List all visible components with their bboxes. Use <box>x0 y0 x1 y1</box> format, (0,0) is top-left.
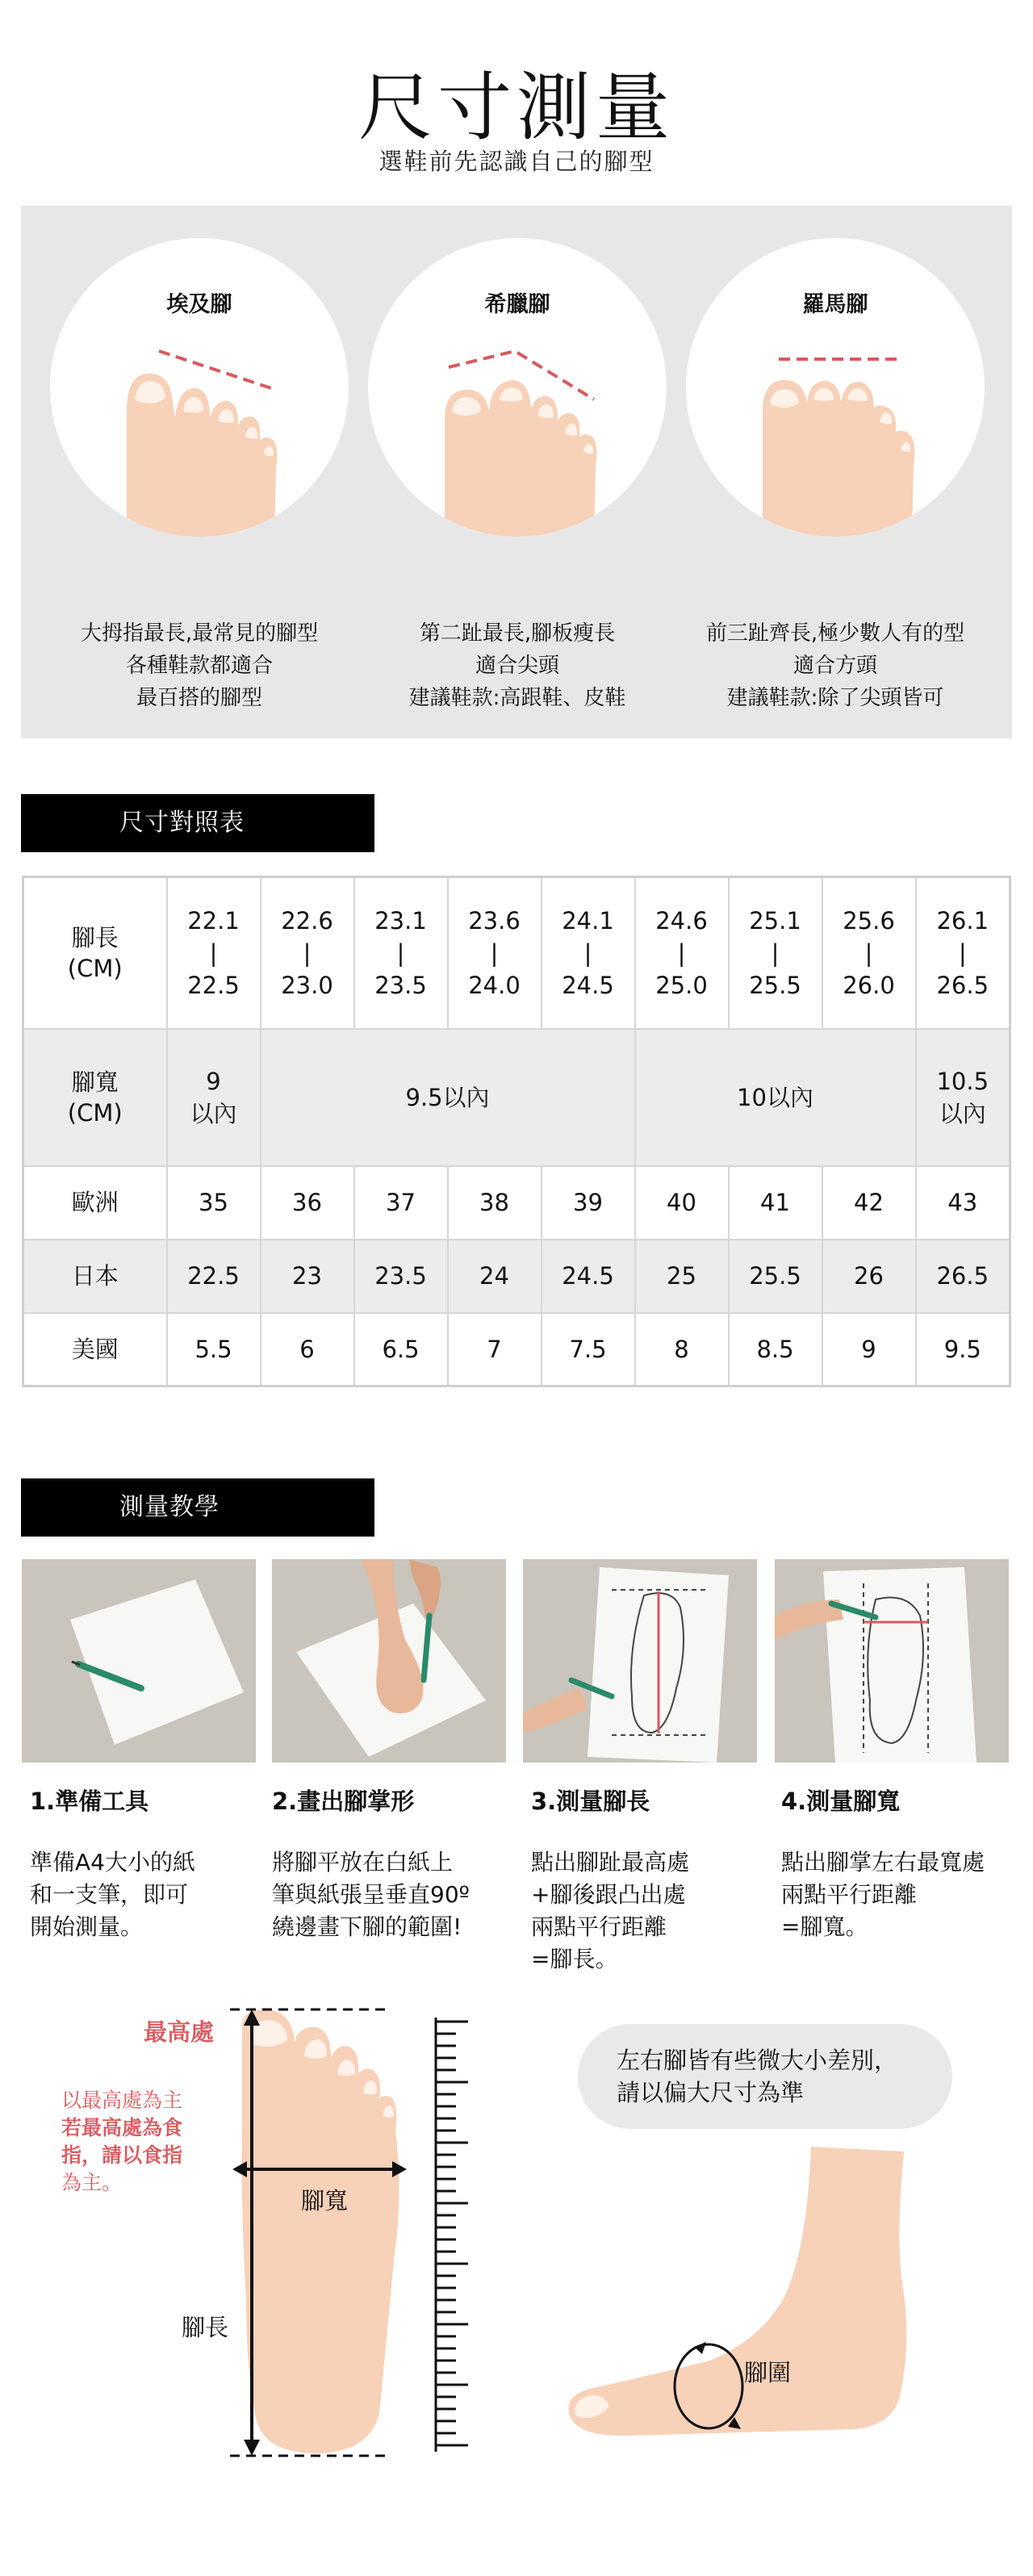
measure-length-icon <box>523 1559 757 1763</box>
length-cell: 25.6 | 26.0 <box>822 877 916 1029</box>
size-table <box>22 876 1011 1387</box>
table-cell: 25.5 <box>729 1240 822 1313</box>
table-cell: 24.5 <box>542 1240 635 1313</box>
foot-illustration-circle <box>686 238 985 537</box>
step-photo-length <box>523 1559 757 1763</box>
length-cell: 22.1 | 22.5 <box>167 877 261 1029</box>
length-cell: 26.1 | 26.5 <box>916 877 1010 1029</box>
table-cell: 37 <box>354 1166 448 1240</box>
row-header-line: (CM) <box>67 1098 123 1127</box>
step-title: 2.畫出腳掌形 <box>272 1788 415 1815</box>
foot-types-panel <box>21 206 1012 738</box>
table-cell: 35 <box>167 1166 261 1240</box>
row-header-line: 腳寬 <box>71 1068 119 1096</box>
table-row-length <box>23 877 1010 1029</box>
table-cell: 6 <box>261 1313 354 1386</box>
desc-line: 各種鞋款都適合 <box>125 654 273 678</box>
ruler-icon <box>436 2022 468 2445</box>
desc-line: 前三趾齊長,極少數人有的型 <box>705 621 965 646</box>
table-cell: 40 <box>635 1166 729 1240</box>
foot-width-label: 腳寬 <box>301 2187 349 2214</box>
table-cell: 9.5 <box>916 1313 1010 1386</box>
table-cell: 9 <box>822 1313 916 1386</box>
desc-line: 適合尖頭 <box>475 654 559 678</box>
foot-sole-shape <box>242 2009 399 2453</box>
foot-type-description <box>34 617 365 714</box>
row-header: 美國 <box>23 1313 167 1386</box>
desc-line: 大拇指最長,最常見的腳型 <box>80 621 319 646</box>
foot-type-name: 希臘腳 <box>484 292 550 317</box>
egyptian-foot-icon <box>50 238 349 537</box>
table-cell: 38 <box>448 1166 542 1240</box>
foot-type-description <box>352 617 683 714</box>
table-row-width <box>23 1029 1010 1166</box>
table-cell: 23 <box>261 1240 354 1313</box>
table-cell: 6.5 <box>354 1313 448 1386</box>
step-photo-prepare <box>22 1559 256 1763</box>
step-title: 1.準備工具 <box>30 1788 149 1815</box>
size-tip-bubble: 左右腳皆有些微大小差別， 請以偏大尺寸為準 <box>578 2024 952 2129</box>
step-description: 點出腳趾最高處 +腳後跟凸出處 兩點平行距離 =腳長。 <box>531 1849 690 1972</box>
row-header-line: 腳長 <box>71 923 119 951</box>
row-header <box>23 877 167 1029</box>
foot-type-name: 羅馬腳 <box>802 292 868 317</box>
width-cell: 9.5以內 <box>261 1029 635 1166</box>
length-cell: 24.1 | 24.5 <box>542 877 635 1029</box>
table-cell: 39 <box>542 1166 635 1240</box>
step-title: 4.測量腳寬 <box>781 1788 901 1815</box>
highest-point-label: 最高處 <box>144 2018 215 2046</box>
table-row-jp <box>23 1240 1010 1313</box>
length-cell: 22.6 | 23.0 <box>261 877 354 1029</box>
foot-type-name: 埃及腳 <box>166 292 232 317</box>
table-cell: 7 <box>448 1313 542 1386</box>
tutorial-header: 測量教學 <box>21 1478 374 1537</box>
step-photo-trace <box>272 1559 506 1763</box>
table-cell: 43 <box>916 1166 1010 1240</box>
width-cell: 9 以內 <box>167 1029 261 1166</box>
table-cell: 22.5 <box>167 1240 261 1313</box>
table-cell: 25 <box>635 1240 729 1313</box>
table-cell: 26.5 <box>916 1240 1010 1313</box>
width-cell: 10.5 以內 <box>916 1029 1010 1166</box>
greek-foot-icon <box>368 238 667 537</box>
table-cell: 23.5 <box>354 1240 448 1313</box>
side-foot-shape <box>568 2147 906 2436</box>
table-cell: 36 <box>261 1166 354 1240</box>
table-cell: 5.5 <box>167 1313 261 1386</box>
row-header: 日本 <box>23 1240 167 1313</box>
foot-trace-icon <box>272 1559 506 1763</box>
table-cell: 42 <box>822 1166 916 1240</box>
step-description: 將腳平放在白紙上 筆與紙張呈垂直90º 繞邊畫下腳的範圍! <box>272 1849 470 1940</box>
foot-type-egyptian <box>50 238 349 710</box>
row-header: 歐洲 <box>23 1166 167 1240</box>
row-header-line: (CM) <box>67 954 123 982</box>
desc-line: 建議鞋款:高跟鞋、皮鞋 <box>408 686 626 710</box>
length-cell: 23.6 | 24.0 <box>448 877 542 1029</box>
width-cell: 10以內 <box>635 1029 916 1166</box>
step-description: 準備A4大小的紙 和一支筆，即可 開始測量。 <box>30 1849 195 1940</box>
table-cell: 8 <box>635 1313 729 1386</box>
length-cell: 25.1 | 25.5 <box>729 877 822 1029</box>
foot-illustration-circle <box>368 238 667 537</box>
desc-line: 適合方頭 <box>793 654 877 678</box>
foot-type-description <box>670 617 1001 714</box>
paper-and-pen-icon <box>22 1559 256 1763</box>
step-description: 點出腳掌左右最寬處 兩點平行距離 =腳寬。 <box>781 1849 985 1940</box>
desc-line: 最百搭的腳型 <box>136 686 262 710</box>
page-subtitle: 選鞋前先認識自己的腳型 <box>378 148 655 175</box>
table-row-eu <box>23 1166 1010 1240</box>
table-row-us <box>23 1313 1010 1386</box>
foot-illustration-circle <box>50 238 349 537</box>
length-cell: 23.1 | 23.5 <box>354 877 448 1029</box>
desc-line: 第二趾最長,腳板瘦長 <box>419 621 616 646</box>
foot-type-roman <box>686 238 985 710</box>
measure-width-icon <box>775 1559 1009 1763</box>
foot-girth-label: 腳圍 <box>744 2359 792 2386</box>
step-title: 3.測量腳長 <box>531 1788 650 1815</box>
roman-foot-icon <box>686 238 985 537</box>
table-cell: 41 <box>729 1166 822 1240</box>
highest-point-note: 以最高處為主 若最高處為食 指，請以食指 為主。 <box>61 2089 183 2194</box>
foot-type-greek <box>368 238 667 710</box>
table-cell: 8.5 <box>729 1313 822 1386</box>
desc-line: 建議鞋款:除了尖頭皆可 <box>726 686 944 710</box>
table-cell: 7.5 <box>542 1313 635 1386</box>
size-chart-header: 尺寸對照表 <box>21 794 374 852</box>
table-cell: 24 <box>448 1240 542 1313</box>
table-cell: 26 <box>822 1240 916 1313</box>
length-cell: 24.6 | 25.0 <box>635 877 729 1029</box>
foot-length-label: 腳長 <box>182 2314 229 2341</box>
step-photo-width <box>775 1559 1009 1763</box>
page-title: 尺寸測量 <box>358 65 675 151</box>
row-header <box>23 1029 167 1166</box>
